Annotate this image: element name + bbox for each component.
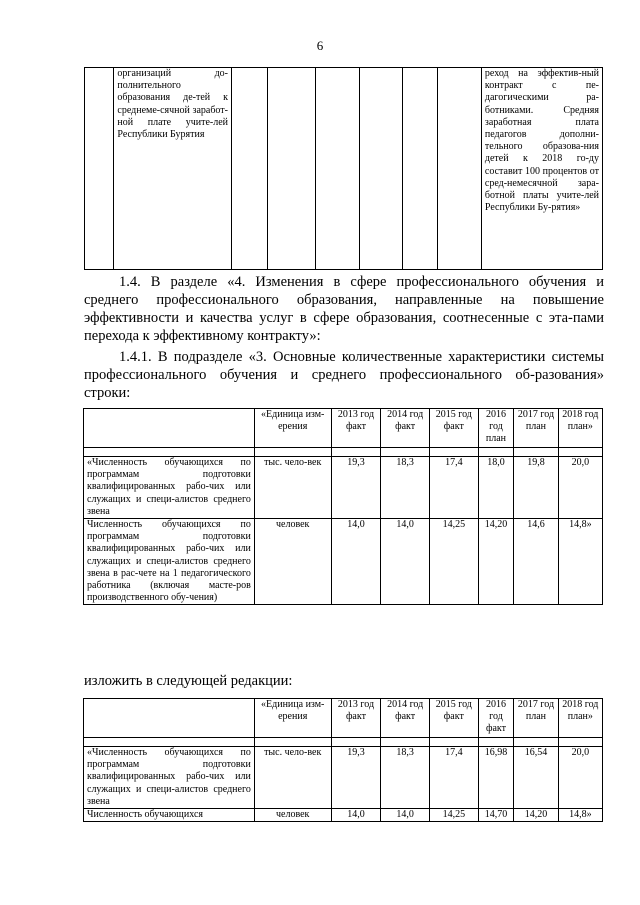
value-cell: 14,25 — [429, 809, 478, 822]
header-cell: «Единица изм-ерения — [254, 699, 331, 738]
header-cell: 2017 год план — [514, 699, 558, 738]
value-cell: 14,0 — [381, 809, 430, 822]
header-cell: 2018 год план» — [558, 409, 602, 448]
header-cell: 2015 год факт — [429, 409, 478, 448]
unit-cell: тыс. чело-век — [254, 457, 331, 519]
continuation-table — [84, 67, 603, 270]
header-cell: 2018 год план» — [558, 699, 602, 738]
value-cell: 14,0 — [381, 519, 430, 605]
value-cell: 19,3 — [331, 747, 381, 809]
table-row — [84, 747, 603, 809]
header-cell: 2017 год план — [514, 409, 558, 448]
value-cell: 14,70 — [478, 809, 514, 822]
value-cell: 14,0 — [331, 519, 381, 605]
value-cell: 14,25 — [429, 519, 478, 605]
value-cell: 14,20 — [478, 519, 514, 605]
top-right-text: реход на эффектив-ный контракт с пе-дагогическими ра-ботниками. Средняя заработная плата педагогов дополни-тельного образова-ния детей к 2018 го-ду составит 100 процентов от сред-немесячной зара-ботной платы учите-лей Республики Бу-рятия» — [481, 68, 602, 270]
header-cell: 2016 год план — [478, 409, 514, 448]
value-cell: 18,3 — [381, 747, 430, 809]
value-cell: 20,0 — [558, 457, 602, 519]
value-cell: 17,4 — [429, 747, 478, 809]
page-number: 6 — [316, 38, 324, 53]
header-cell: 2016 год факт — [478, 699, 514, 738]
value-cell: 16,98 — [478, 747, 514, 809]
value-cell: 14,8» — [558, 809, 602, 822]
value-cell: 19,8 — [514, 457, 558, 519]
unit-cell: человек — [254, 519, 331, 605]
value-cell: 14,0 — [331, 809, 381, 822]
value-cell: 20,0 — [558, 747, 602, 809]
table-row — [84, 519, 603, 605]
paragraph-new-edition: изложить в следующей редакции: — [84, 673, 293, 689]
old-data-table — [83, 408, 603, 605]
new-data-table — [83, 698, 603, 822]
header-cell: 2013 год факт — [331, 409, 381, 448]
row-label: Численность обучающихся по программам подготовки квалифицированных рабо-чих или служащих и специ-алистов среднего звена в рас-чете на 1 педагогического работника (включая масте-ров производственного обу-чения) — [84, 519, 255, 605]
paragraph-1-4-1: 1.4.1. В подразделе «3. Основные количественные характеристики системы профессионального обучения и среднего профессионального об-разования» строки: — [84, 349, 604, 401]
table-row — [84, 809, 603, 822]
header-cell: «Единица изм-ерения — [254, 409, 331, 448]
value-cell: 14,20 — [514, 809, 558, 822]
paragraph-1-4: 1.4. В разделе «4. Изменения в сфере профессионального обучения и среднего профессионального образования, направленные на повышение эффективности и качества услуг в сфере образования, соотнесенные с эта-пами перехода к эффективному контракту»: — [84, 274, 604, 344]
unit-cell: человек — [254, 809, 331, 822]
value-cell: 18,3 — [381, 457, 430, 519]
table-row — [84, 457, 603, 519]
value-cell: 16,54 — [514, 747, 558, 809]
unit-cell: тыс. чело-век — [254, 747, 331, 809]
top-left-text: организаций до-полнительного образования де-тей к среднеме-сячной заработ-ной плате учите-лей Республики Бурятия — [114, 68, 232, 270]
value-cell: 18,0 — [478, 457, 514, 519]
row-label: «Численность обучающихся по программам подготовки квалифицированных рабо-чих или служащих и специ-алистов среднего звена — [84, 457, 255, 519]
value-cell: 14,8» — [558, 519, 602, 605]
value-cell: 14,6 — [514, 519, 558, 605]
row-label: Численность обучающихся — [84, 809, 255, 822]
header-cell: 2015 год факт — [429, 699, 478, 738]
header-cell: 2014 год факт — [381, 409, 430, 448]
value-cell: 17,4 — [429, 457, 478, 519]
value-cell: 19,3 — [331, 457, 381, 519]
row-label: «Численность обучающихся по программам подготовки квалифицированных рабо-чих или служащих и специ-алистов среднего звена — [84, 747, 255, 809]
header-cell: 2013 год факт — [331, 699, 381, 738]
header-cell: 2014 год факт — [381, 699, 430, 738]
